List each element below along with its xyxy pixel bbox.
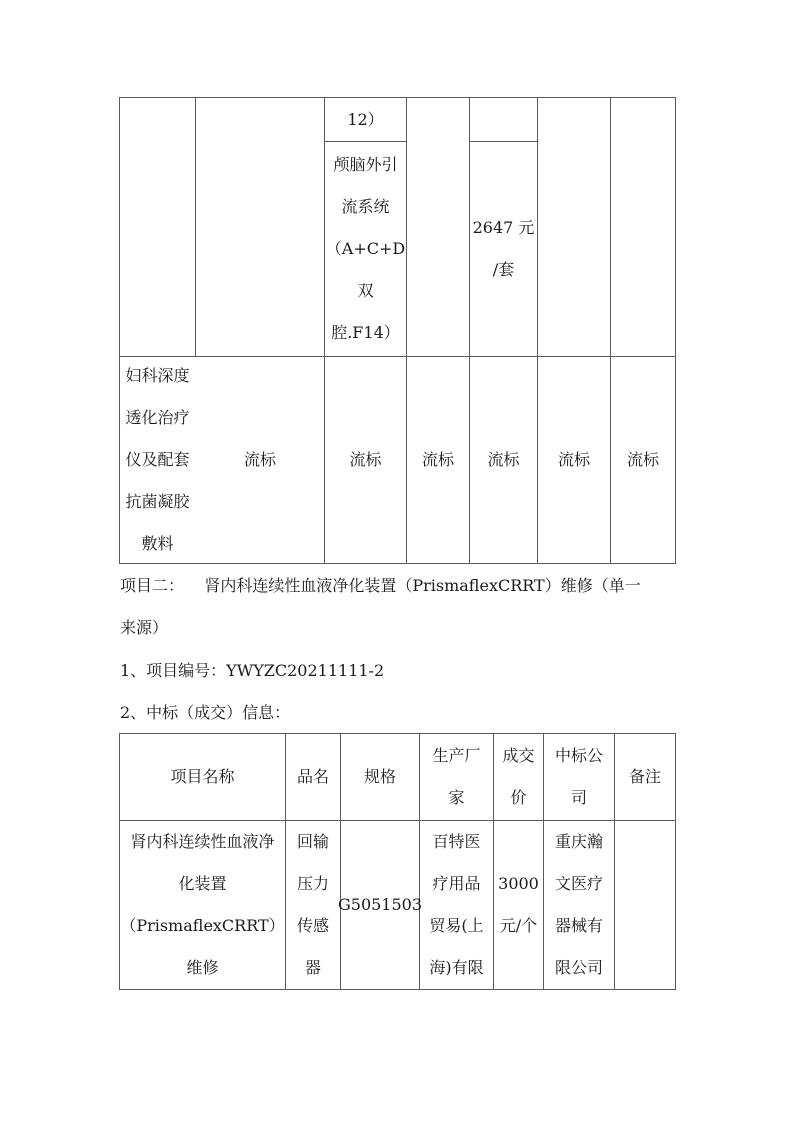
status-text: 流标 bbox=[557, 450, 590, 469]
row-product: 回输 压力 传感 器 bbox=[296, 832, 329, 977]
header-manufacturer: 生产厂 家 bbox=[432, 746, 481, 807]
table2-border-right bbox=[675, 733, 676, 990]
header-product: 品名 bbox=[296, 767, 329, 786]
status-text: 流标 bbox=[487, 450, 520, 469]
row-manufacturer: 百特医 疗用品 贸易(上 海)有限 bbox=[429, 832, 484, 977]
table1-border-bottom bbox=[119, 563, 676, 564]
table1-border-right bbox=[675, 97, 676, 564]
spec-continuation-cell bbox=[325, 98, 406, 141]
row-company: 重庆瀚 文医疗 器械有 限公司 bbox=[554, 832, 603, 977]
header-price: 成交 价 bbox=[502, 746, 535, 807]
table2-border-bottom bbox=[119, 989, 676, 990]
status-cell bbox=[196, 357, 324, 563]
status-cell bbox=[407, 357, 469, 563]
status-text: 流标 bbox=[243, 450, 276, 469]
status-cell bbox=[611, 357, 675, 563]
status-cell bbox=[325, 357, 406, 563]
row-project-name: 肾内科连续性血液净 化装置 （PrismaflexCRRT） 维修 bbox=[120, 832, 285, 977]
project-name-cell bbox=[120, 357, 195, 563]
section-title-continued: 来源） bbox=[120, 618, 169, 637]
spec-continuation: 12） bbox=[347, 109, 384, 129]
header-project-name: 项目名称 bbox=[170, 767, 235, 786]
header-spec: 规格 bbox=[363, 767, 396, 786]
section-title: 项目二： 肾内科连续性血液净化装置（PrismaflexCRRT）维修（单一 bbox=[120, 576, 641, 595]
header-remark: 备注 bbox=[628, 767, 661, 786]
status-cell bbox=[538, 357, 610, 563]
award-info-heading: 2、中标（成交）信息： bbox=[120, 703, 291, 722]
project-number: 1、项目编号：YWYZC20211111-2 bbox=[120, 661, 385, 680]
price: 2647 元 /套 bbox=[472, 218, 535, 279]
row-spec: G5051503 bbox=[337, 895, 423, 914]
status-text: 流标 bbox=[626, 450, 659, 469]
status-cell bbox=[470, 357, 537, 563]
row-price: 3000 元/个 bbox=[498, 874, 539, 935]
status-text: 流标 bbox=[421, 450, 454, 469]
project-name: 妇科深度 透化治疗 仪及配套 抗菌凝胶 敷料 bbox=[125, 366, 190, 553]
status-text: 流标 bbox=[349, 450, 382, 469]
product-name: 颅脑外引 流系统 （A+C+D 双 腔.F14） bbox=[325, 155, 406, 342]
row-remark bbox=[615, 821, 675, 989]
table1-divider-1 bbox=[195, 97, 196, 357]
price-cell bbox=[470, 142, 537, 356]
product-name-cell bbox=[325, 142, 406, 356]
header-company: 中标公 司 bbox=[554, 746, 603, 807]
